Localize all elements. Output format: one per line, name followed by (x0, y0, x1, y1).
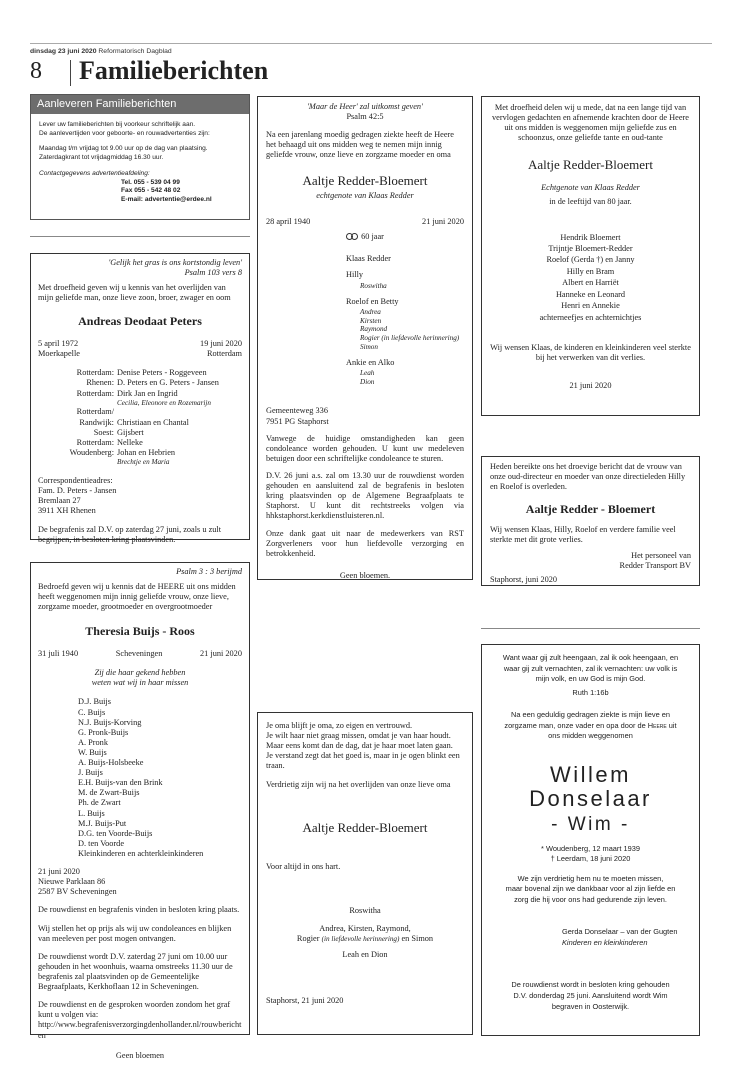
aaltje3-spouse: Echtgenote van Klaas Redder (541, 183, 640, 193)
willem-funeral: De rouwdienst wordt in besloten kring gehouden (511, 980, 670, 990)
andreas-relatives (38, 368, 242, 466)
andreas-ref: Psalm 103 vers 8 (184, 268, 242, 278)
willem-name: Willem Donselaar (529, 761, 652, 811)
family-member: Hendrik Bloemert (560, 232, 621, 242)
andreas-name: Andreas Deodaat Peters (78, 314, 202, 329)
family-member: E.H. Buijs-van den Brink (78, 778, 163, 788)
info-email: E-mail: advertentie@erdee.nl (121, 195, 212, 203)
family-member: W. Buijs (78, 747, 107, 757)
theresia-paragraph: De rouwdienst en de gesproken woorden zondom het graf kunt u volgen via: (38, 1000, 231, 1020)
page-number: 8 (30, 58, 42, 84)
andreas-verse: 'Gelijk het gras is ons kortstondig leven' (108, 258, 242, 267)
family-member: Roelof (Gerda †) en Janny (546, 255, 635, 265)
relative-place: Woudenberg: (69, 447, 114, 457)
andreas-died: 19 juni 2020 (200, 339, 242, 349)
family-member: D.J. Buijs (78, 697, 111, 707)
poem-line: Maar eens komt dan de dag, dat je haar moet laten gaan. (266, 741, 453, 751)
family-member: Rogier (in liefdevolle herinnering) (360, 334, 460, 343)
aaltje1-addr: Gemeenteweg 336 (266, 406, 328, 416)
andreas-corr: Bremlaan 27 (38, 495, 81, 505)
aaltje4-wish: Wij wensen Klaas, Hilly, Roelof en verdere familie veel sterkte met dit grote verlies. (490, 524, 676, 545)
theresia-quote: Zij die haar gekend hebben (94, 668, 186, 678)
willem-intro: zorgzame man, onze vader en opa door de (504, 720, 646, 730)
family-member: Hanneke en Leonard (555, 289, 626, 299)
relative-name: Christiaan en Chantal (117, 417, 189, 427)
family-member: D.G. ten Voorde-Buijs (78, 828, 153, 838)
family-member: Trijntje Bloemert-Redder (548, 243, 633, 253)
andreas-corr-label: Correspondentieadres: (38, 475, 113, 485)
aaltje2-signature: en Simon (401, 933, 434, 943)
family-member: Ankie en Alko (346, 357, 395, 367)
notice-aaltje-family (257, 96, 473, 580)
header-date: dinsdag 23 juni 2020 (30, 48, 97, 55)
info-box (30, 94, 250, 220)
theresia-paragraph: De rouwdienst en begrafenis vinden in besloten kring plaats. (38, 905, 240, 915)
willem-intro: Heere (647, 720, 667, 730)
theresia-addr: 21 juni 2020 (38, 867, 80, 877)
willem-verse: mijn volk, en uw God is mijn God. (535, 674, 646, 684)
divider (30, 236, 250, 237)
family-member: C. Buijs (78, 707, 106, 717)
aaltje3-name: Aaltje Redder-Bloemert (528, 157, 653, 173)
aaltje2-signature-note: (in liefdevolle herinnering) (321, 934, 400, 943)
family-member: Kirsten (360, 316, 382, 325)
aaltje1-family (266, 254, 464, 387)
aaltje1-addr: 7951 PG Staphorst (266, 416, 329, 426)
relative-name: Dirk Jan en Ingrid (117, 388, 178, 398)
family-member: Simon (360, 342, 378, 351)
aaltje1-age: 60 jaar (361, 231, 384, 241)
relative-place: Randwijk: (79, 417, 114, 427)
relative-place: Soest: (93, 427, 114, 437)
andreas-born: 5 april 1972 (38, 339, 79, 349)
aaltje4-signature: Het personeel van (631, 551, 691, 561)
family-member: G. Pronk-Buijs (78, 727, 129, 737)
family-member: achterneefjes en achternichtjes (539, 312, 642, 322)
aaltje1-paragraph: Vanwege de huidige omstandigheden kan geen condoleance worden gehouden. U kunt uw medeleven betuigen door een schriftelijke condoleance te sturen. (266, 433, 464, 463)
willem-intro: ons midden weggenomen (548, 731, 633, 741)
aaltje1-spouse: echtgenote van Klaas Redder (316, 191, 414, 201)
relative-place: Rhenen: (86, 378, 114, 388)
aaltje2-name: Aaltje Redder-Bloemert (302, 819, 428, 835)
family-member: Andrea (360, 307, 381, 316)
family-member: A. Pronk (78, 737, 108, 747)
aaltje3-intro: Met droefheid delen wij u mede, dat na een lange tijd van vervlogen gedachten en afnemende krachten door de Heere uit ons midden is weggenomen mijn geliefde zus en schoonzus, onze geliefde tante en oud-tante (492, 103, 689, 143)
info-line: Maandag t/m vrijdag tot 9.00 uur op de dag van plaatsing. (39, 145, 208, 153)
aaltje2-forever: Voor altijd in ons hart. (266, 861, 341, 871)
info-line: Zaterdagkrant tot vrijdagmiddag 16.30 uur. (39, 154, 164, 162)
theresia-place: Scheveningen (115, 649, 163, 659)
family-member: Raymond (360, 325, 388, 334)
aaltje1-paragraph: D.V. 26 juni a.s. zal om 13.30 uur de rouwdienst worden gehouden en aansluitend zal de begrafenis in besloten kring plaatsvinden op de Algemene Begraafplaats te Staphorst. U kunt dit rechtstreeks volgen via hhkstaphorst.kerkdienstluisteren.nl. (266, 470, 464, 521)
relative-place: Rotterdam: (76, 368, 114, 378)
poem-line: Je oma blijft je oma, zo eigen en vertrouwd. (266, 721, 413, 730)
aaltje3-age: in de leeftijd van 80 jaar. (549, 197, 632, 207)
family-member: Albert en Harriët (562, 278, 619, 288)
family-member: Kleinkinderen en achterkleinkinderen (78, 849, 204, 859)
aaltje2-signature: Rogier (296, 933, 320, 943)
andreas-funeral: De begrafenis zal D.V. op zaterdag 27 juni, zoals u zult begrijpen, in besloten kring plaatsvinden. (38, 525, 222, 545)
family-member: Henri en Annekie (561, 301, 620, 311)
header-paper: Reformatorisch Dagblad (98, 48, 172, 55)
aaltje4-intro: Heden bereikte ons het droevige bericht dat de vrouw van onze oud-directeur en moeder van onze directieleden Hilly en Roelof is overleden. (490, 462, 686, 492)
andreas-birthplace: Moerkapelle (38, 349, 80, 359)
notice-aaltje-grandchildren (257, 712, 473, 1035)
willem-message: We zijn verdrietig hem nu te moeten missen, (517, 873, 664, 883)
theresia-paragraph: De rouwdienst wordt D.V. zaterdag 27 juni om 10.00 uur gehouden in het woonhuis, waarna omstreeks 11.30 uur de begrafenis zal plaatsvinden op de Gemeentelijke Begraafplaats, Kerkhoflaan 12 in Scheveningen. (38, 951, 233, 992)
willem-verse: Want waar gij zult heengaan, zal ik ook heengaan, en (502, 653, 679, 662)
family-member: J. Buijs (78, 768, 103, 778)
relative-name: Brechtje en Maria (117, 457, 170, 466)
divider (481, 628, 700, 629)
aaltje2-text: Verdrietig zijn wij na het overlijden van onze lieve oma (266, 779, 451, 789)
theresia-name: Theresia Buijs - Roos (85, 624, 195, 639)
theresia-ref: Psalm 3 : 3 berijmd (176, 567, 242, 576)
poem-line: Je wilt haar niet graag missen, omdat je van haar houdt. (266, 731, 451, 741)
relative-name: Cecilia, Eleonore en Rozemarijn (117, 398, 211, 407)
family-member: M.J. Buijs-Put (78, 818, 127, 828)
willem-born: * Woudenberg, 12 maart 1939 (541, 843, 640, 853)
aaltje1-name: Aaltje Redder-Bloemert (302, 172, 428, 188)
andreas-corr: 3911 XH Rhenen (38, 506, 96, 516)
relative-place (38, 399, 114, 408)
theresia-born: 31 juli 1940 (38, 649, 79, 659)
relative-name: D. Peters en G. Peters - Jansen (117, 378, 219, 388)
willem-funeral: D.V. donderdag 25 juni. Aansluitend wordt Wim (513, 991, 668, 1000)
theresia-addr: Nieuwe Parklaan 86 (38, 877, 106, 887)
info-tel: Tel. 055 - 539 04 99 (121, 178, 180, 186)
andreas-corr: Fam. D. Peters - Jansen (38, 485, 117, 495)
theresia-url: http://www.begrafenisverzorgingdenhollander.nl/rouwberichten (38, 1020, 242, 1040)
theresia-paragraph: Wij stellen het op prijs als wij uw condoleances en blijken van meeleven per post mogen ontvangen. (38, 923, 232, 943)
aaltje1-closing: Geen bloemen. (339, 570, 391, 580)
willem-message: zorg die hij voor ons had gedurende zijn leven. (514, 894, 667, 904)
family-member: Hilly en Bram (566, 266, 615, 276)
relative-name: Johan en Hebrien (117, 447, 176, 457)
aaltje2-signature: Leah en Dion (342, 949, 388, 959)
willem-intro: Na een geduldig gedragen ziekte is mijn lieve en (511, 710, 670, 720)
relative-name: Gijsbert (117, 427, 144, 437)
info-line: De aanlevertijden voor geboorte- en rouwadvertenties zijn: (39, 129, 210, 137)
family-member: D. ten Voorde (78, 838, 125, 848)
relative-name: Nelleke (117, 437, 143, 447)
info-fax: Fax 055 - 542 48 02 (121, 187, 181, 195)
notice-andreas (30, 253, 250, 545)
theresia-closing: Geen bloemen (115, 1050, 165, 1060)
header-divider (70, 60, 71, 86)
aaltje4-name: Aaltje Redder - Bloemert (525, 502, 656, 517)
family-member: Roswitha (360, 281, 387, 290)
willem-nickname: - Wim - (551, 813, 630, 835)
notice-willem (481, 644, 700, 1036)
rings-icon (346, 233, 359, 240)
willem-ref: Ruth 1:16b (572, 687, 609, 697)
aaltje2-signature: Andrea, Kirsten, Raymond, (319, 923, 411, 933)
family-member: L. Buijs (78, 808, 105, 818)
theresia-family (38, 697, 242, 859)
info-title: Aanleveren Familieberichten (31, 95, 249, 114)
info-line: Lever uw familieberichten bij voorkeur schriftelijk aan. (39, 121, 196, 128)
relative-place: Rotterdam: (76, 388, 114, 398)
andreas-deathplace: Rotterdam (206, 349, 242, 359)
family-member: M. de Zwart-Buijs (78, 788, 140, 798)
theresia-intro: Bedroefd geven wij u kennis dat de HEERE uit ons midden heeft weggenomen mijn innig geliefde vrouw, onze lieve, zorgzame moeder, grootmoeder en overgrootmoeder (38, 582, 236, 612)
relative-name (117, 407, 242, 417)
willem-signature: Gerda Donselaar – van der Gugten (562, 927, 678, 937)
aaltje1-died: 21 juni 2020 (422, 216, 464, 226)
relative-place: Rotterdam: (76, 437, 114, 447)
family-member: N.J. Buijs-Korving (78, 717, 142, 727)
family-member: Roelof en Betty (346, 296, 399, 306)
relative-place (38, 458, 114, 467)
willem-died: † Leerdam, 18 juni 2020 (550, 854, 631, 864)
aaltje3-date: 21 juni 2020 (569, 381, 612, 391)
willem-verse: waar gij zult vernachten, zal ik vernachten: uw volk is (503, 663, 678, 673)
family-member: Klaas Redder (346, 253, 391, 263)
family-member: Leah (360, 368, 375, 377)
aaltje1-ref: Psalm 42:5 (346, 112, 384, 122)
notice-aaltje-relatives (481, 96, 700, 416)
header-rule (30, 43, 712, 44)
willem-message: maar bovenal zijn we dankbaar voor al zijn liefde en (505, 884, 676, 894)
family-member: Hilly (346, 269, 364, 279)
aaltje3-family (490, 232, 691, 324)
willem-signature: Kinderen en kleinkinderen (562, 937, 648, 947)
relative-place: Rotterdam/ (76, 407, 114, 417)
family-member: A. Buijs-Holsbeeke (78, 758, 144, 768)
aaltje2-signature: Roswitha (349, 905, 381, 915)
theresia-quote: weten wat wij in haar missen (91, 678, 189, 688)
aaltje1-intro: Na een jarenlang moedig gedragen ziekte heeft de Heere het behaagd uit ons midden weg te nemen mijn innig geliefde vrouw, onze lieve en zorgzame moeder en oma (266, 130, 454, 160)
family-member: Ph. de Zwart (78, 798, 121, 808)
notice-aaltje-company (481, 456, 700, 586)
willem-intro: uit (668, 720, 677, 730)
notice-theresia (30, 562, 250, 1060)
aaltje1-born: 28 april 1940 (266, 216, 311, 226)
theresia-died: 21 juni 2020 (200, 649, 242, 659)
aaltje2-footer: Staphorst, 21 juni 2020 (266, 996, 344, 1006)
page-title: Familieberichten (79, 56, 269, 85)
aaltje4-signature: Redder Transport BV (619, 561, 691, 571)
family-member: Dion (360, 377, 375, 386)
willem-funeral: begraven in Oosterwijk. (551, 1001, 630, 1011)
aaltje1-verse: 'Maar de Heer' zal uitkomst geven' (307, 102, 423, 111)
aaltje3-wish: Wij wensen Klaas, de kinderen en kleinkinderen veel sterkte bij het verwerken van dit verlies. (490, 343, 691, 363)
aaltje1-paragraph: Onze dank gaat uit naar de medewerkers van RST Zorgverleners voor hun liefdevolle verzorging en betrokkenheid. (266, 528, 464, 558)
andreas-intro: Met droefheid geven wij u kennis van het overlijden van mijn geliefde man, onze lieve zoon, broer, zwager en oom (38, 283, 231, 303)
info-contact-label: Contactgegevens advertentieafdeling: (39, 169, 150, 177)
relative-name: Denise Peters - Roggeveen (117, 368, 207, 378)
poem-line: Je verstand zegt dat het goed is, maar in je ogen blinkt een traan. (266, 751, 460, 771)
theresia-addr: 2587 BV Scheveningen (38, 887, 117, 897)
aaltje4-place: Staphorst, juni 2020 (490, 575, 558, 585)
